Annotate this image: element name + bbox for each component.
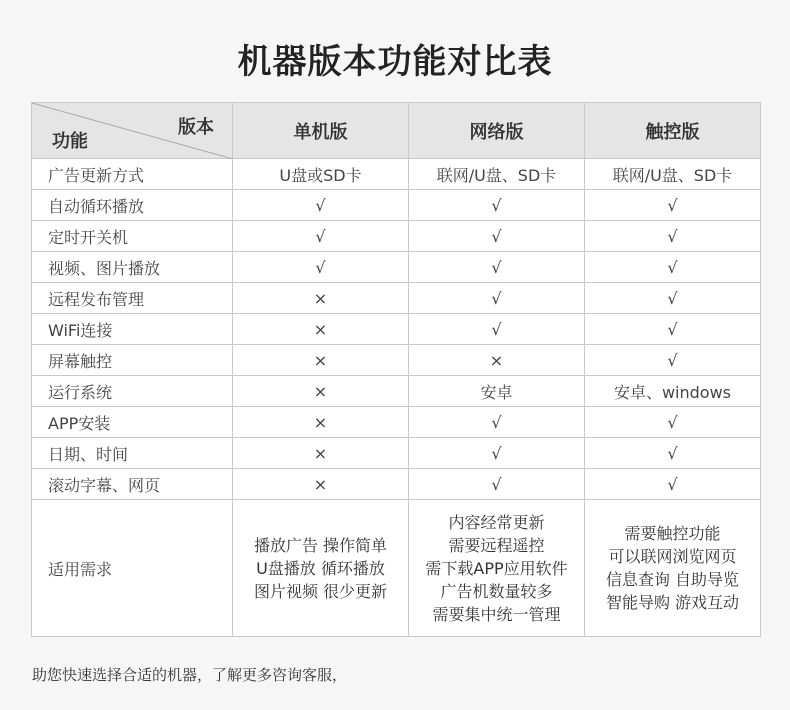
cell-standalone: ×	[233, 283, 409, 314]
table-row	[32, 376, 761, 407]
cell-network: √	[409, 314, 585, 345]
cell-network: √	[409, 283, 585, 314]
cell-network: √	[409, 407, 585, 438]
page-title: 机器版本功能对比表	[237, 42, 553, 82]
cell-network: 安卓	[409, 376, 585, 407]
feature-name: 屏幕触控	[32, 345, 233, 376]
table-row	[32, 469, 761, 500]
usage-line: 需要触控功能	[624, 524, 721, 543]
corner-cell	[32, 103, 233, 159]
usage-line: 可以联网浏览网页	[608, 547, 737, 566]
feature-name: 自动循环播放	[32, 190, 233, 221]
cell-standalone: ×	[233, 407, 409, 438]
usage-line: U盘播放 循环播放	[256, 558, 385, 578]
cell-standalone: √	[233, 252, 409, 283]
cell-touch: √	[585, 438, 761, 469]
cell-touch: √	[585, 469, 761, 500]
header-row	[32, 103, 761, 159]
cell-network: √	[409, 438, 585, 469]
cell-network: ×	[409, 345, 585, 376]
feature-name: 运行系统	[32, 376, 233, 407]
usage-row	[32, 500, 761, 637]
cell-standalone: ×	[233, 345, 409, 376]
cell-standalone: √	[233, 190, 409, 221]
feature-name: 滚动字幕、网页	[32, 469, 233, 500]
cell-touch: 安卓、windows	[585, 376, 761, 407]
cell-touch: √	[585, 345, 761, 376]
cell-standalone: ×	[233, 314, 409, 345]
usage-touch	[585, 500, 761, 637]
cell-network: √	[409, 190, 585, 221]
table-row	[32, 438, 761, 469]
cell-touch: √	[585, 314, 761, 345]
cell-network: 联网/U盘、SD卡	[409, 159, 585, 190]
feature-name: APP安装	[32, 407, 233, 438]
feature-label: 功能	[52, 131, 88, 152]
usage-line: 需要集中统一管理	[432, 604, 561, 624]
cell-standalone: ×	[233, 438, 409, 469]
cell-touch: √	[585, 252, 761, 283]
usage-line: 广告机数量较多	[440, 581, 553, 601]
table-row	[32, 314, 761, 345]
table-row	[32, 407, 761, 438]
table-row	[32, 283, 761, 314]
footer-note: 助您快速选择合适的机器，了解更多咨询客服，	[32, 666, 348, 684]
cell-touch: √	[585, 221, 761, 252]
cell-touch: √	[585, 190, 761, 221]
table-row	[32, 252, 761, 283]
usage-line: 信息查询 自助导览	[605, 570, 740, 589]
usage-standalone	[233, 500, 409, 637]
cell-network: √	[409, 221, 585, 252]
cell-network: √	[409, 469, 585, 500]
usage-line: 内容经常更新	[448, 512, 545, 532]
feature-name: 视频、图片播放	[32, 252, 233, 283]
cell-touch: 联网/U盘、SD卡	[585, 159, 761, 190]
feature-name: 定时开关机	[32, 221, 233, 252]
usage-line: 智能导购 游戏互动	[605, 593, 740, 612]
cell-network: √	[409, 252, 585, 283]
table-row	[32, 159, 761, 190]
comparison-table	[31, 102, 761, 637]
usage-line: 图片视频 很少更新	[253, 581, 388, 601]
column-header-network: 网络版	[409, 103, 585, 159]
feature-name: 远程发布管理	[32, 283, 233, 314]
table-row	[32, 190, 761, 221]
cell-standalone: ×	[233, 376, 409, 407]
table-row	[32, 345, 761, 376]
usage-line: 需要远程遥控	[448, 535, 545, 555]
feature-name: WiFi连接	[32, 314, 233, 345]
cell-standalone: U盘或SD卡	[233, 159, 409, 190]
column-header-touch: 触控版	[585, 103, 761, 159]
cell-standalone: √	[233, 221, 409, 252]
usage-line: 需下载APP应用软件	[425, 558, 568, 578]
column-header-standalone: 单机版	[233, 103, 409, 159]
usage-line: 播放广告 操作简单	[253, 535, 388, 555]
cell-touch: √	[585, 407, 761, 438]
cell-standalone: ×	[233, 469, 409, 500]
cell-touch: √	[585, 283, 761, 314]
feature-name: 广告更新方式	[32, 159, 233, 190]
usage-network	[409, 500, 585, 637]
feature-name: 适用需求	[32, 500, 233, 637]
feature-name: 日期、时间	[32, 438, 233, 469]
table-row	[32, 221, 761, 252]
version-label: 版本	[178, 117, 214, 138]
